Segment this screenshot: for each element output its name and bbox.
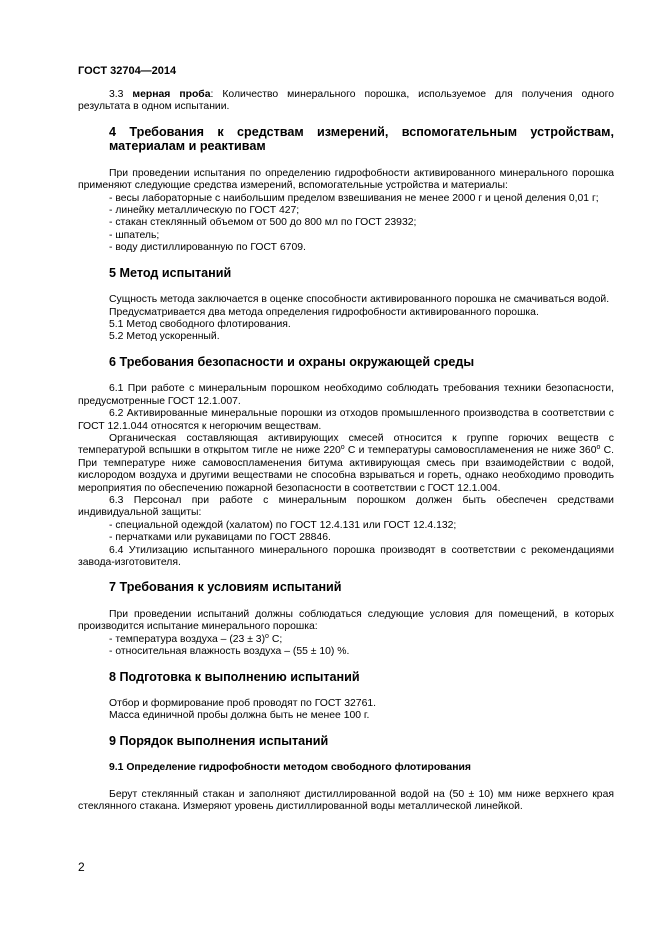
section-4-item: - весы лабораторные с наибольшим пределом взвешивания не менее 2000 г и ценой деления 0,01 г;: [109, 192, 599, 204]
section-7-item: - относительная влажность воздуха – (55 ± 10) %.: [109, 646, 350, 658]
section-8-paragraph: Отбор и формирование проб проводят по ГОСТ 32761.: [109, 698, 377, 709]
section-9-1-title: 9.1 Определение гидрофобности методом свободного флотирования: [109, 762, 471, 774]
section-8-title: 8 Подготовка к выполнению испытаний: [109, 669, 360, 684]
definition-term: мерная проба: [132, 89, 211, 100]
page-header: ГОСТ 32704—2014: [78, 65, 177, 77]
section-5-paragraph: Предусматривается два метода определения гидрофобности активированного порошка.: [109, 306, 539, 318]
section-6-title: 6 Требования безопасности и охраны окружающей среды: [109, 354, 475, 369]
section-7-item: - температура воздуха – $(23 \pm 3)^o$ С;: [109, 632, 283, 645]
section-6-paragraph: 6.4 Утилизацию испытанного минерального порошка производят в соответствии с рекомендациями завода-изготовителя.: [78, 544, 614, 568]
section-5-method-1: 5.1 Метод свободного флотирования.: [109, 318, 291, 330]
section-8-paragraph: Масса единичной пробы должна быть не менее 100 г.: [109, 710, 370, 722]
section-6-paragraph: 6.1 При работе с минеральным порошком необходимо соблюдать требования техники безопасности, предусмотренные ГОСТ 12.1.007.: [78, 383, 614, 407]
section-6-paragraph: 6.3 Персонал при работе с минеральным порошком должен быть обеспечен средствами индивидуальной защиты:: [78, 494, 614, 519]
section-4-item: - шпатель;: [109, 229, 160, 241]
section-5-title: 5 Метод испытаний: [109, 265, 232, 280]
section-7-paragraph: При проведении испытаний должны соблюдаться следующие условия для помещений, в которых производится испытание минерального порошка:: [78, 608, 614, 633]
page-number: 2: [78, 860, 85, 874]
section-6-paragraph: 6.2 Активированные минеральные порошки из отходов промышленного производства в соответствии с ГОСТ 12.1.044 относятся к негорючим веществам.: [78, 408, 614, 432]
definition-text: : Количество минерального порошка, используемое для получения одного результата в одном испытании.: [78, 89, 614, 113]
section-6-item: - перчатками или рукавицами по ГОСТ 28846.: [109, 532, 331, 544]
section-5-method-2: 5.2 Метод ускоренный.: [109, 331, 220, 343]
section-7-title: 7 Требования к условиям испытаний: [109, 580, 342, 595]
section-6-item: - специальной одеждой (халатом) по ГОСТ 12.4.131 или ГОСТ 12.4.132;: [109, 519, 457, 531]
section-9-paragraph: Берут стеклянный стакан и заполняют дистиллированной водой на (50 ± 10) мм ниже верхнего края стеклянного стакана. Измеряют уровень дистиллированной воды металлической линейкой.: [78, 788, 614, 813]
section-4-title: 4 Требования к средствам измерений, вспомогательным устройствам, материалам и реактивам: [109, 124, 614, 154]
definition-3-3: [78, 89, 614, 114]
page-content: [78, 89, 614, 814]
section-9-title: 9 Порядок выполнения испытаний: [109, 733, 329, 748]
section-4-intro: При проведении испытания по определению гидрофобности активированного минерального порошка применяют следующие средства измерений, вспомогательные устройства и материалы:: [78, 167, 614, 192]
section-4-item: - воду дистиллированную по ГОСТ 6709.: [109, 242, 306, 254]
section-4-item: - стакан стеклянный объемом от 500 до 800 мл по ГОСТ 23932;: [109, 217, 417, 229]
section-4-item: - линейку металлическую по ГОСТ 427;: [109, 205, 300, 217]
definition-number: 3.3: [109, 89, 133, 100]
section-6-paragraph: Органическая составляющая активирующих смесей относится к группе горючих веществ с температурой вспышки в открытом тигле не ниже 220$^o$ С и температуры самовоспламенения не ниже 360$^o$ С. При температуре ниже самовоспламенения битума активирующая смесь при взаимодействии с водой, кислородом воздуха и другими веществами не способна взрываться и гореть, однако необходимо проводить мероприятия по обеспечению пожарной безопасности в соответствии с ГОСТ 12.1.004.: [78, 432, 614, 494]
section-5-paragraph: Сущность метода заключается в оценке способности активированного порошка не смачиваться водой.: [109, 294, 610, 306]
